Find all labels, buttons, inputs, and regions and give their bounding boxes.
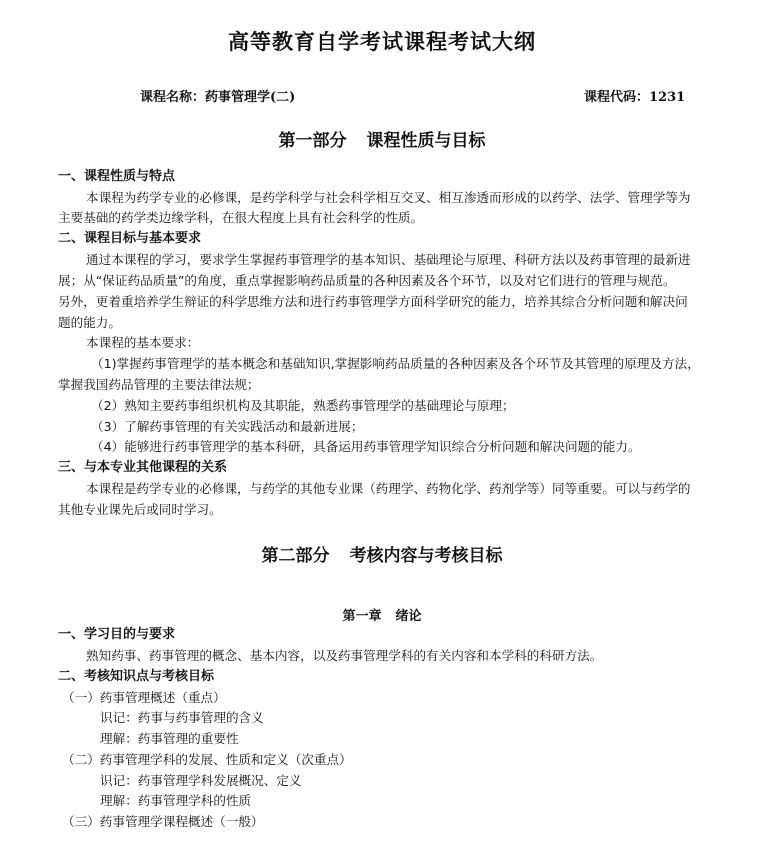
paragraph-line: 题的能力。 — [58, 315, 121, 330]
paragraph-line: 主要基础的药学类边缘学科，在很大程度上具有社会科学的性质。 — [58, 210, 424, 225]
paragraph-line: 展；从“保证药品质量”的角度，重点掌握影响药品质量的各种因素及各个环节，以及对它们进行的管理与规范。 — [58, 273, 676, 288]
requirement-item: （4）能够进行药事管理学的基本科研，具备运用药事管理学知识综合分析问题和解决问题的能力。 — [91, 439, 641, 454]
section-heading: 一、学习目的与要求 — [58, 627, 176, 642]
part1-heading — [0, 126, 764, 151]
requirement-item: （2）熟知主要药事组织机构及其职能，熟悉药事管理学的基础理论与原理； — [91, 398, 515, 413]
course-name: 课程名称：药事管理学(二) — [140, 90, 296, 105]
paragraph-line: 本课程是药学专业的必修课，与药学的其他专业课（药理学、药物化学、药剂学等）同等重要。可以与药学的 — [86, 481, 691, 496]
part1-label: 第一部分 — [278, 131, 347, 151]
course-code: 课程代码：1231 — [584, 90, 686, 105]
section-heading: 二、课程目标与基本要求 — [58, 231, 202, 246]
knowledge-point: （二）药事管理学科的发展、性质和定义（次重点） — [62, 752, 352, 767]
paragraph-line: 通过本课程的学习，要求学生掌握药事管理学的基本知识、基础理论与原理、科研方法以及药事管理的最新进 — [86, 252, 691, 267]
requirement-item: （3）了解药事管理的有关实践活动和最新进展； — [91, 419, 364, 434]
paragraph-line: 本课程的基本要求： — [86, 335, 200, 350]
section-heading: 一、课程性质与特点 — [58, 169, 176, 184]
paragraph-line: 其他专业课先后或同时学习。 — [58, 502, 222, 517]
knowledge-item: 理解：药事管理学科的性质 — [100, 793, 252, 808]
chapter-title: 绪论 — [395, 609, 422, 624]
requirement-item: 掌握我国药品管理的主要法律法规； — [58, 377, 260, 392]
knowledge-item: 识记：药事管理学科发展概况、定义 — [100, 773, 302, 788]
paragraph-line: 本课程为药学专业的必修课，是药学科学与社会科学相互交叉、相互渗透而形成的以药学、法学、管理学等为 — [86, 190, 691, 205]
document-title: 高等教育自学考试课程考试大纲 — [228, 29, 536, 54]
chapter-label: 第一章 — [342, 609, 382, 624]
part1-title: 课程性质与目标 — [366, 131, 486, 151]
chapter-heading — [0, 605, 764, 624]
section-heading: 二、考核知识点与考核目标 — [58, 669, 215, 684]
knowledge-item: 理解：药事管理的重要性 — [100, 731, 239, 746]
knowledge-item: 识记：药事与药事管理的含义 — [100, 710, 264, 725]
knowledge-point: （三）药事管理学课程概述（一般） — [62, 814, 264, 829]
requirement-item: （1)掌握药事管理学的基本概念和基础知识,掌握影响药品质量的各种因素及各个环节及其管理的原理及方法， — [91, 356, 700, 371]
part2-label: 第二部分 — [261, 546, 330, 566]
paragraph-line: 熟知药事、药事管理的概念、基本内容，以及药事管理学科的有关内容和本学科的科研方法。 — [86, 648, 603, 663]
knowledge-point: （一）药事管理概述（重点） — [62, 690, 226, 705]
part2-heading — [0, 541, 764, 566]
paragraph-line: 另外，更着重培养学生辩证的科学思维方法和进行药事管理学方面科学研究的能力，培养其综合分析问题和解决问 — [58, 294, 688, 309]
section-heading: 三、与本专业其他课程的关系 — [58, 460, 228, 475]
part2-title: 考核内容与考核目标 — [349, 546, 503, 566]
